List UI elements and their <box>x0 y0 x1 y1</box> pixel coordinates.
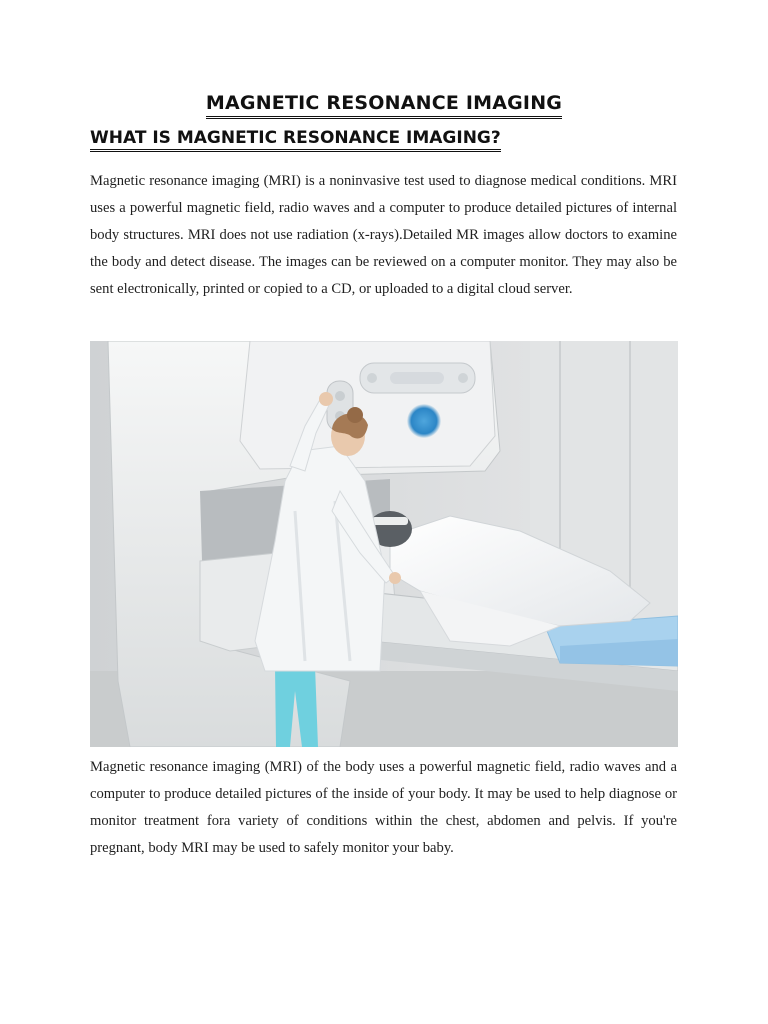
document-title <box>0 92 768 119</box>
body-mri-paragraph: Magnetic resonance imaging (MRI) of the body uses a powerful magnetic field, radio waves and a computer to produce detailed pictures of the inside of your body. It may be used to help diagnose or monitor treatment fora variety of conditions within the chest, abdomen and pelvis. If you're pregnant, body MRI may be used to safely monitor your baby. <box>90 759 677 856</box>
mri-photo <box>90 341 678 747</box>
section-heading-text: WHAT IS MAGNETIC RESONANCE IMAGING? <box>90 128 501 152</box>
document-title-text: MAGNETIC RESONANCE IMAGING <box>206 92 562 119</box>
intro-paragraph: Magnetic resonance imaging (MRI) is a noninvasive test used to diagnose medical conditions. MRI uses a powerful magnetic field, radio waves and a computer to produce detailed pictures of internal body structures. MRI does not use radiation (x-rays).Detailed MR images allow doctors to examine the body and detect disease. The images can be reviewed on a computer monitor. They may also be sent electronically, printed or copied to a CD, or uploaded to a digital cloud server. <box>90 173 677 297</box>
section-heading <box>90 128 501 152</box>
